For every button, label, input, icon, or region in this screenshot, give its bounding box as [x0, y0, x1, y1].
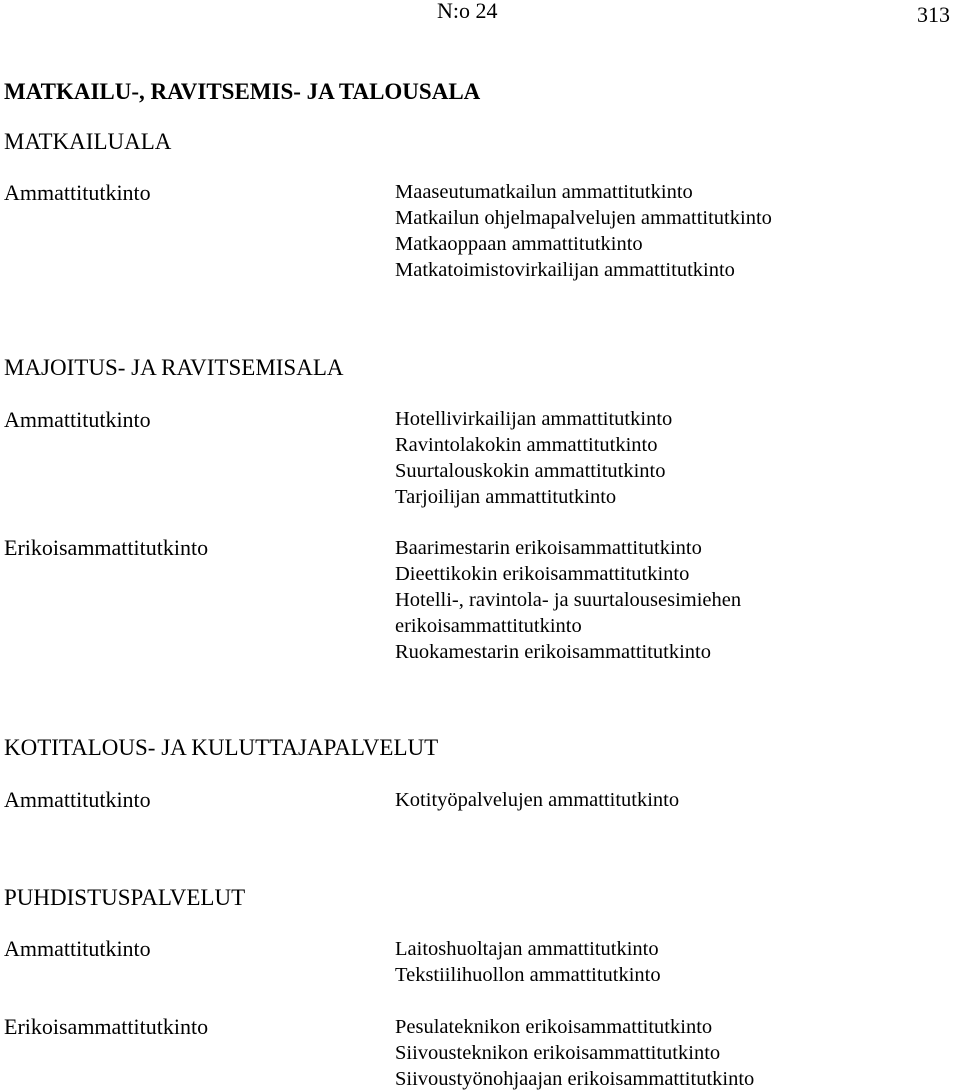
page-number: 313	[917, 2, 950, 27]
item-list	[395, 406, 672, 510]
item-list	[395, 1014, 754, 1092]
list-item: Pesulateknikon erikoisammattitutkinto	[395, 1016, 713, 1038]
group-label: Ammattitutkinto	[4, 936, 151, 961]
item-list	[395, 936, 661, 988]
list-item: Kotityöpalvelujen ammattitutkinto	[395, 789, 680, 811]
group-label: Ammattitutkinto	[4, 180, 151, 205]
list-item: erikoisammattitutkinto	[395, 615, 582, 637]
section-title-majoitus: MAJOITUS- JA RAVITSEMISALA	[4, 355, 344, 380]
section-title-matkailuala: MATKAILUALA	[4, 129, 172, 154]
list-item: Matkatoimistovirkailijan ammattitutkinto	[395, 259, 735, 281]
list-item: Baarimestarin erikoisammattitutkinto	[395, 537, 702, 559]
list-item: Siivousteknikon erikoisammattitutkinto	[395, 1042, 721, 1064]
section-title-puhdistus: PUHDISTUSPALVELUT	[4, 885, 246, 910]
list-item: Dieettikokin erikoisammattitutkinto	[395, 563, 690, 585]
item-list	[395, 787, 679, 813]
list-item: Matkailun ohjelmapalvelujen ammattitutkinto	[395, 207, 772, 229]
list-item: Matkaoppaan ammattitutkinto	[395, 233, 643, 255]
section-title-kotitalous: KOTITALOUS- JA KULUTTAJAPALVELUT	[4, 735, 439, 760]
group-label: Ammattitutkinto	[4, 407, 151, 432]
main-title: MATKAILU-, RAVITSEMIS- JA TALOUSALA	[4, 79, 481, 104]
group-label: Erikoisammattitutkinto	[4, 1014, 209, 1039]
list-item: Suurtalouskokin ammattitutkinto	[395, 460, 666, 482]
list-item: Ruokamestarin erikoisammattitutkinto	[395, 641, 711, 663]
list-item: Hotelli-, ravintola- ja suurtalousesimiehen	[395, 589, 742, 611]
list-item: Siivoustyönohjaajan erikoisammattitutkinto	[395, 1068, 755, 1090]
list-item: Maaseutumatkailun ammattitutkinto	[395, 181, 693, 203]
list-item: Ravintolakokin ammattitutkinto	[395, 434, 658, 456]
list-item: Tekstiilihuollon ammattitutkinto	[395, 964, 661, 986]
list-item: Tarjoilijan ammattitutkinto	[395, 486, 617, 508]
list-item: Hotellivirkailijan ammattitutkinto	[395, 408, 673, 430]
item-list	[395, 535, 741, 665]
issue-number: N:o 24	[437, 0, 498, 23]
item-list	[395, 179, 772, 283]
group-label: Erikoisammattitutkinto	[4, 535, 209, 560]
list-item: Laitoshuoltajan ammattitutkinto	[395, 938, 659, 960]
group-label: Ammattitutkinto	[4, 787, 151, 812]
